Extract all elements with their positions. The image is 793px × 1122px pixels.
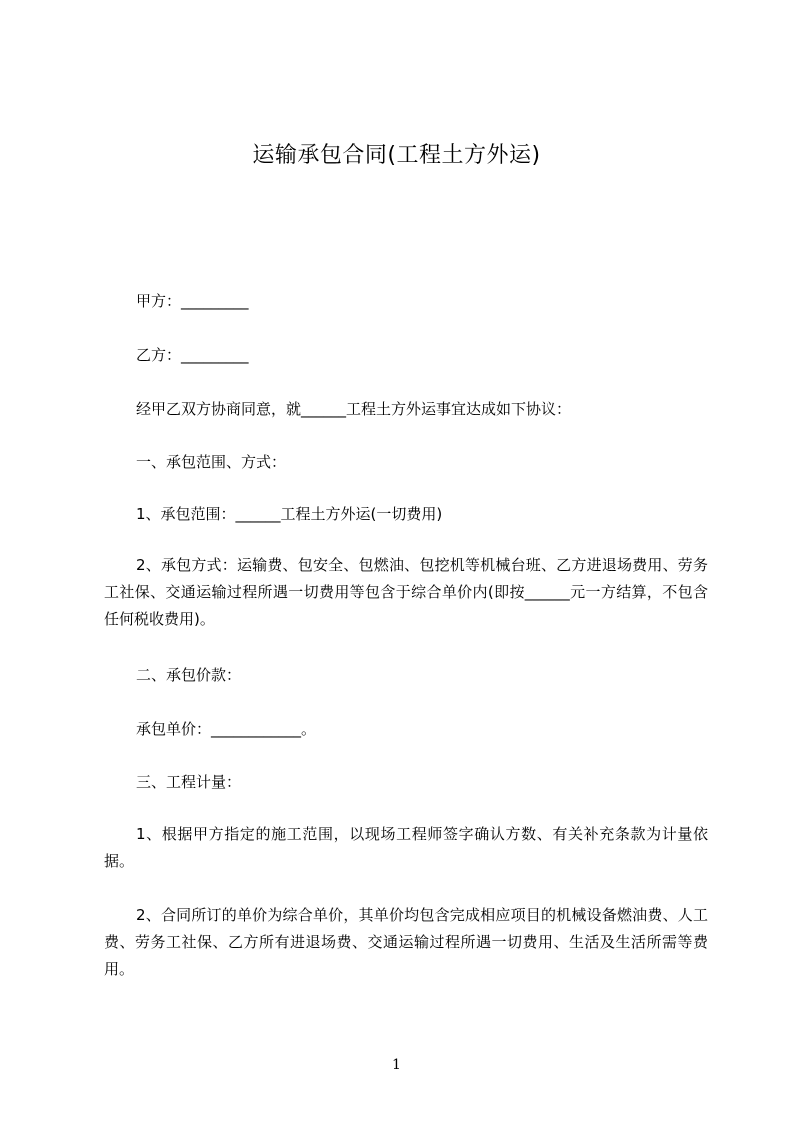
measurement-basis-paragraph: 1、根据甲方指定的施工范围，以现场工程师签字确认方数、有关补充条款为计量依据。 xyxy=(104,825,708,870)
party-b-line: 乙方：_________ xyxy=(136,346,249,364)
contract-scope-item: 1、承包范围：______工程土方外运(一切费用) xyxy=(136,505,443,523)
section-2-heading: 二、承包价款： xyxy=(136,666,242,684)
page-number: 1 xyxy=(392,1057,401,1073)
unit-price-composition-paragraph: 2、合同所订的单价为综合单价，其单价均包含完成相应项目的机械设备燃油费、人工费、劳务工社保、乙方所有进退场费、交通运输过程所遇一切费用、生活及生活所需等费用。 xyxy=(104,906,708,978)
document-title: 运输承包合同(工程土方外运) xyxy=(252,143,541,168)
unit-price-line: 承包单价：____________。 xyxy=(136,720,317,738)
party-a-line: 甲方：_________ xyxy=(136,292,249,310)
section-1-heading: 一、承包范围、方式： xyxy=(136,453,287,471)
section-3-heading: 三、工程计量： xyxy=(136,773,242,791)
agreement-intro: 经甲乙双方协商同意，就______工程土方外运事宜达成如下协议： xyxy=(136,400,572,418)
contract-method-paragraph: 2、承包方式：运输费、包安全、包燃油、包挖机等机械台班、乙方进退场费用、劳务工社保、交通运输过程所遇一切费用等包含于综合单价内(即按______元一方结算，不包含任何税收费用)。 xyxy=(104,556,708,628)
